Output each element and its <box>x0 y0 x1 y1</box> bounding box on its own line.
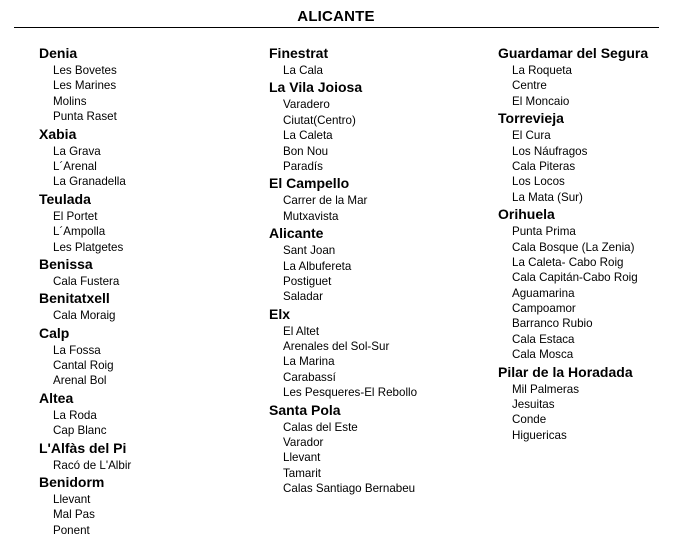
beach-item: Paradís <box>283 159 323 173</box>
beach-item: Cala Mosca <box>512 348 574 362</box>
beach-item: Cala Estaca <box>512 332 575 346</box>
municipality-block <box>269 174 484 224</box>
beach-item: Saladar <box>283 290 323 304</box>
municipality-block <box>269 224 484 305</box>
beach-item: El Portet <box>53 209 98 223</box>
beach-item: Aguamarina <box>512 286 575 300</box>
beach-item: Racó de L'Albir <box>53 458 132 472</box>
municipality-name: Denia <box>39 45 78 61</box>
municipality-block <box>39 324 254 389</box>
municipality-block <box>39 190 254 255</box>
beach-item: Centre <box>512 79 547 93</box>
municipality-name: Guardamar del Segura <box>498 45 649 61</box>
municipality-block <box>269 305 484 401</box>
beach-item: Carrer de la Mar <box>283 194 368 208</box>
beach-item: La Cala <box>283 64 323 77</box>
beach-item: La Roqueta <box>512 64 572 77</box>
municipality-name: Benitatxell <box>39 290 110 307</box>
beach-item: Conde <box>512 413 547 427</box>
beach-item: Calas del Este <box>283 420 358 434</box>
beach-item: L´Ampolla <box>53 225 106 239</box>
beach-item: Campoamor <box>512 302 576 316</box>
beach-item: Cap Blanc <box>53 424 107 438</box>
beach-item: Les Platgetes <box>53 240 124 254</box>
beach-item: Los Locos <box>512 175 565 189</box>
municipality-name: La Vila Joiosa <box>269 79 363 96</box>
beach-item: La Mata (Sur) <box>512 190 583 204</box>
beach-item: Arenal Bol <box>53 374 107 388</box>
municipality-block <box>498 109 685 205</box>
municipality-name: El Campello <box>269 175 350 192</box>
beach-item: Ciutat(Centro) <box>283 113 356 127</box>
beach-item: El Altet <box>283 324 320 338</box>
beach-item: Molins <box>53 94 87 108</box>
beach-item: Jesuitas <box>512 398 555 412</box>
beach-item: La Fossa <box>53 343 101 357</box>
beach-item: Ponent <box>53 523 90 537</box>
municipality-name: L'Alfàs del Pi <box>39 439 127 456</box>
municipality-name: Calp <box>39 324 70 341</box>
beach-item: Higuericas <box>512 428 567 442</box>
municipality-name: Finestrat <box>269 45 329 61</box>
beach-item: Tamarit <box>283 466 322 480</box>
beach-item: Carabassí <box>283 370 336 384</box>
municipality-block <box>498 205 685 363</box>
municipality-block <box>269 78 484 174</box>
beach-item: El Moncaio <box>512 94 570 108</box>
beach-item: Llevant <box>283 451 321 465</box>
page-title: ALICANTE <box>297 8 375 25</box>
municipality-name: Teulada <box>39 190 91 207</box>
column-3 <box>498 44 685 443</box>
beach-item: La Marina <box>283 355 335 369</box>
beach-item: Arenales del Sol-Sur <box>283 340 390 354</box>
beach-item: Varadero <box>283 98 330 112</box>
beach-item: Cala Moraig <box>53 309 116 323</box>
beach-item: La Caleta- Cabo Roig <box>512 255 624 269</box>
beach-item: Cala Bosque (La Zenia) <box>512 240 635 254</box>
beach-item: Cala Fustera <box>53 274 120 288</box>
municipality-name: Benissa <box>39 255 93 272</box>
beach-item: Cala Capitán-Cabo Roig <box>512 271 638 285</box>
municipality-block <box>39 125 254 190</box>
beach-item: Mutxavista <box>283 209 339 223</box>
municipality-name: Orihuela <box>498 206 555 223</box>
beach-item: Varador <box>283 436 324 450</box>
beach-item: Les Pesqueres-El Rebollo <box>283 386 418 400</box>
municipality-block <box>39 255 254 289</box>
beach-item: Sant Joan <box>283 244 336 258</box>
municipality-block <box>39 439 254 473</box>
beach-item: La Roda <box>53 408 97 422</box>
beach-item: Postiguet <box>283 274 332 288</box>
municipality-block <box>39 44 254 125</box>
municipality-name: Alicante <box>269 225 324 242</box>
beach-item: Bon Nou <box>283 144 329 158</box>
beach-item: Mal Pas <box>53 508 95 522</box>
municipality-block <box>269 44 484 78</box>
municipality-name: Torrevieja <box>498 110 564 127</box>
municipality-block <box>498 363 685 444</box>
beach-item: El Cura <box>512 129 551 143</box>
municipality-block <box>269 401 484 497</box>
municipality-block <box>39 289 254 323</box>
title-divider <box>14 27 659 28</box>
beach-item: Punta Prima <box>512 225 576 239</box>
beach-item: L´Arenal <box>53 159 97 173</box>
beach-item: Llevant <box>53 493 91 507</box>
beach-item: Barranco Rubio <box>512 317 593 331</box>
beach-item: La Grava <box>53 144 101 158</box>
beach-item: Les Marines <box>53 79 117 93</box>
municipality-name: Benidorm <box>39 474 105 491</box>
municipality-block <box>498 44 685 109</box>
beach-item: Cala Piteras <box>512 159 576 173</box>
municipality-name: Xabia <box>39 125 77 142</box>
municipality-block <box>39 473 254 538</box>
beach-item: Los Náufragos <box>512 144 588 158</box>
column-1 <box>39 44 254 538</box>
municipality-name: Elx <box>269 305 291 322</box>
beach-item: Mil Palmeras <box>512 382 579 396</box>
beach-item: La Granadella <box>53 175 126 189</box>
municipality-name: Altea <box>39 389 74 406</box>
column-2 <box>269 44 484 497</box>
beach-item: La Caleta <box>283 129 333 143</box>
municipality-block <box>39 389 254 439</box>
municipality-name: Pilar de la Horadada <box>498 363 633 380</box>
beach-item: Les Bovetes <box>53 64 117 77</box>
beach-item: Punta Raset <box>53 110 117 124</box>
municipality-name: Santa Pola <box>269 401 341 418</box>
beach-item: Calas Santiago Bernabeu <box>283 482 416 496</box>
beach-item: Cantal Roig <box>53 359 114 373</box>
beach-item: La Albufereta <box>283 259 352 273</box>
